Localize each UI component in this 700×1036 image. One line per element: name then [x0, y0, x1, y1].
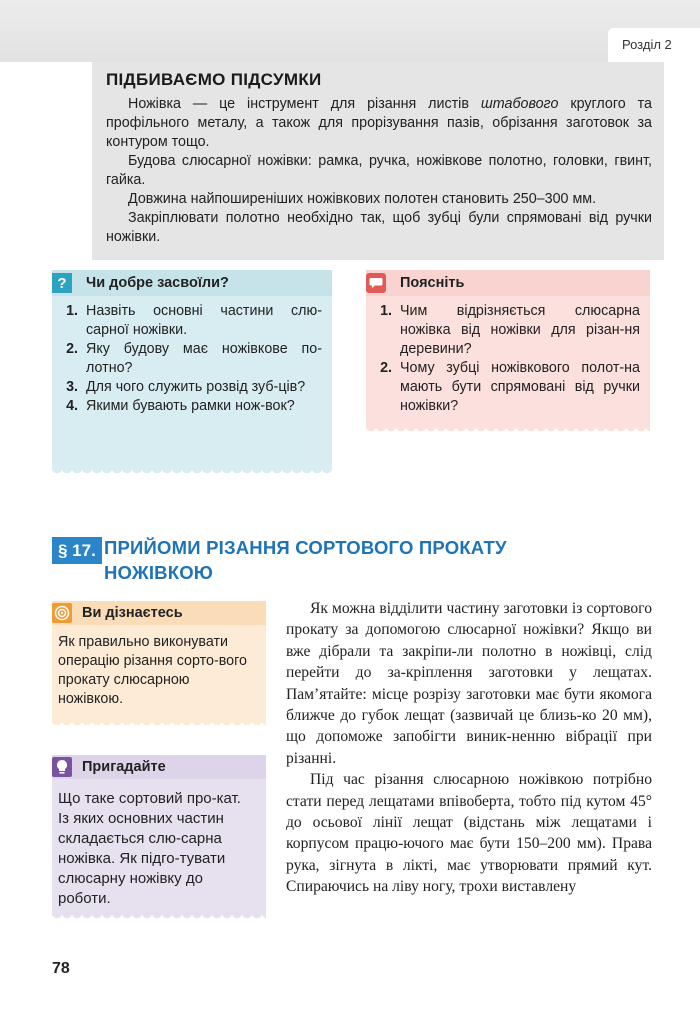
- summary-box: [92, 62, 664, 260]
- item-text: Чим відрізняється слюсарна ножівка від ножівки для різан-ня деревини?: [400, 303, 640, 357]
- stamp-edge: [366, 426, 650, 434]
- list-item: [366, 302, 640, 359]
- target-icon: [52, 603, 72, 623]
- main-text: [286, 598, 652, 898]
- paragraph-title: ПРИЙОМИ РІЗАННЯ СОРТОВОГО ПРОКАТУ НОЖІВКОЮ: [104, 537, 507, 583]
- item-number: 1.: [380, 303, 392, 319]
- main-paragraph-1: Як можна відділити частину заготовки із сортового прокату за допомогою слюсарної ножівки? Якщо ви вже дібрали та закріпи-ли полотно в ножівці, слід перейти до за-кріплення заготовки у лещатах. Пам’ятайте: місце розрізу заготовки має бути якомога ближче до губок лещат (зазвичай це близь-ко 20 мм), що допоможе запобігти виник-ненню вібрації при різанні.: [286, 600, 652, 767]
- you-will-learn-box: [52, 601, 266, 722]
- item-number: 4.: [66, 398, 78, 414]
- speech-bubble-icon: [366, 273, 386, 293]
- main-paragraph-2: Під час різання слюсарною ножівкою потрібно стати перед лещатами впівоберта, тобто під кутом 45° до осьової лінії лещат (відстань між лещатами і корпусом працю-ючого має бути 150–200 мм). Права рука, зігнута в лікті, має утворювати прямий кут. Спираючись на ліву ногу, трохи виставлену: [286, 771, 652, 896]
- list-item: [366, 359, 640, 416]
- explain-title: Поясніть: [400, 275, 465, 291]
- recall-header: [52, 755, 266, 779]
- header-bar: [0, 0, 700, 62]
- explain-header: [366, 270, 650, 296]
- page-number: 78: [52, 960, 70, 977]
- summary-paragraph-3: Довжина найпоширеніших ножівкових полотен становить 250–300 мм.: [128, 191, 597, 207]
- recall-box: [52, 755, 266, 915]
- recall-text: Що таке сортовий про-кат. Із яких основних частин складається слю-сарна ножівка. Як підго-тувати слюсарну ножівку до роботи.: [58, 790, 241, 907]
- explain-list: [366, 296, 650, 416]
- summary-paragraph-4: Закріплювати полотно необхідно так, щоб зубці були спрямовані від ручки ножівки.: [106, 210, 652, 245]
- list-item: [52, 378, 322, 397]
- item-number: 1.: [66, 303, 78, 319]
- check-yourself-list: [52, 296, 332, 416]
- summary-p1-emphasis: штабового: [480, 96, 559, 112]
- item-number: 3.: [66, 379, 78, 395]
- list-item: [52, 302, 322, 340]
- item-text: Назвіть основні частини слю-сарної ножівки.: [86, 303, 322, 338]
- item-text: Яку будову має ножівкове по-лотно?: [86, 341, 322, 376]
- list-item: [52, 397, 322, 416]
- you-will-learn-text: Як правильно виконувати операцію різання сорто-вого прокату слюсарною ножівкою.: [58, 634, 247, 707]
- item-text: Для чого служить розвід зуб-ців?: [86, 379, 306, 395]
- summary-p1-start: Ножівка — це інструмент для різання листів: [128, 96, 481, 112]
- explain-box: [366, 270, 650, 428]
- question-icon: ?: [52, 273, 72, 293]
- summary-title: ПІДБИВАЄМО ПІДСУМКИ: [106, 70, 322, 89]
- item-text: Якими бувають рамки нож-вок?: [86, 398, 295, 414]
- item-number: 2.: [66, 341, 78, 357]
- lightbulb-icon: [52, 757, 72, 777]
- stamp-edge: [52, 913, 266, 921]
- you-will-learn-header: [52, 601, 266, 625]
- check-yourself-header: [52, 270, 332, 296]
- check-yourself-title: Чи добре засвоїли?: [86, 275, 229, 291]
- recall-title: Пригадайте: [82, 759, 166, 775]
- list-item: [52, 340, 322, 378]
- summary-p1-end: круглого та профільного металу, а також для прорізування пазів, обрізання заготовок за контуром тощо.: [106, 96, 652, 150]
- summary-paragraph-1: [106, 95, 652, 152]
- check-yourself-box: [52, 270, 332, 470]
- item-number: 2.: [380, 360, 392, 376]
- item-text: Чому зубці ножівкового полот-на мають бути спрямовані від ручки ножівки?: [400, 360, 640, 414]
- summary-paragraph-2: Будова слюсарної ножівки: рамка, ручка, ножівкове полотно, головки, гвинт, гайка.: [106, 153, 652, 188]
- stamp-edge: [52, 468, 332, 476]
- stamp-edge: [52, 720, 266, 728]
- paragraph-badge: § 17.: [52, 537, 102, 564]
- you-will-learn-title: Ви дізнаєтесь: [82, 605, 183, 621]
- section-label: Розділ 2: [608, 28, 700, 62]
